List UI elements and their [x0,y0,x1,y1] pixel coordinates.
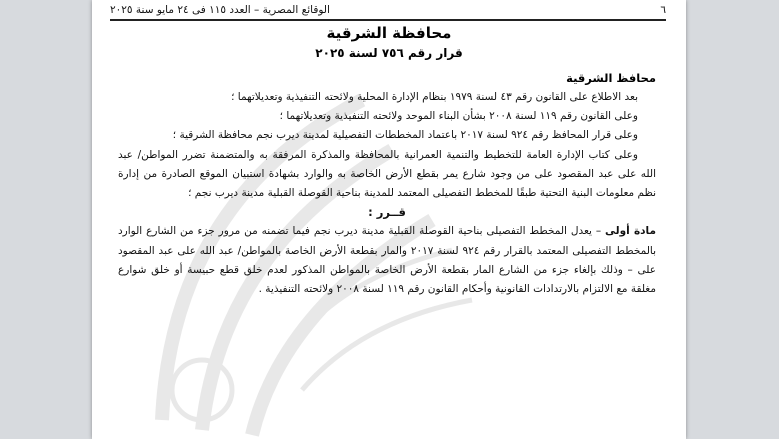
article-paragraph [118,222,656,299]
running-title: الوقائع المصرية – العدد ١١٥ فى ٢٤ مايو سنة ٢٠٢٥ [110,4,330,16]
document-title: محافظة الشرقية [326,24,452,42]
preamble-paragraph: وعلى كتاب الإدارة العامة للتخطيط والتنمية العمرانية بالمحافظة والمذكرة المرفقة به والمتضمنة تضرر المواطن/ عبد الله على عبد المقصود على من وجود شارع يمر بقطع الأرض الخاصة به والوارد بشهادة استبيان الموقع الصادرة من إدارة نظم معلومات البنية التحتية طبقًا للمخطط التفصيلى المعتمد للمدينة بناحية القوصلة القبلية مدينة ديرب نجم ؛ [118,148,656,200]
article-text: – يعدل المخطط التفصيلى بناحية القوصلة القبلية مدينة ديرب نجم فيما تضمنه من مرور جزء من الشارع الوارد بالمخطط التفصيلى المعتمد بالقرار رقم ٩٢٤ لسنة ٢٠١٧ والمار بقطعة الأرض الخاصة بالمواطن/ عبد الله على عبد المقصود على – وذلك بإلغاء جزء من الشارع المار بقطعة الأرض الخاصة بالمواطن المذكور لعدم خلق قطع حبيسة أو خلق شوارع مغلقة مع الالتزام بالارتدادات القانونية وأحكام القانون رقم ١١٩ لسنة ٢٠٠٨ ولائحته التنفيذية . [118,225,657,296]
issuer-heading: محافظ الشرقية [566,71,656,85]
preamble-paragraph: وعلى قرار المحافظ رقم ٩٢٤ لسنة ٢٠١٧ باعتماد المخططات التفصيلية لمدينة ديرب نجم محافظة الشرقية ؛ [172,129,638,142]
decision-heading: قــرر : [368,205,406,220]
page-number: ٦ [660,4,666,16]
gazette-page [92,0,686,439]
article-label: مادة أولى [605,225,656,238]
decree-number: قرار رقم ٧٥٦ لسنة ٢٠٢٥ [315,46,463,60]
preamble-paragraph: وعلى القانون رقم ١١٩ لسنة ٢٠٠٨ بشأن البناء الموحد ولائحته التنفيذية وتعديلاتهما ؛ [279,110,638,123]
preamble-paragraph: بعد الاطلاع على القانون رقم ٤٣ لسنة ١٩٧٩ بنظام الإدارة المحلية ولائحته التنفيذية وتعديلاتهما ؛ [231,91,638,103]
running-header [110,2,666,18]
decree-body [118,88,656,299]
header-divider [110,19,666,21]
